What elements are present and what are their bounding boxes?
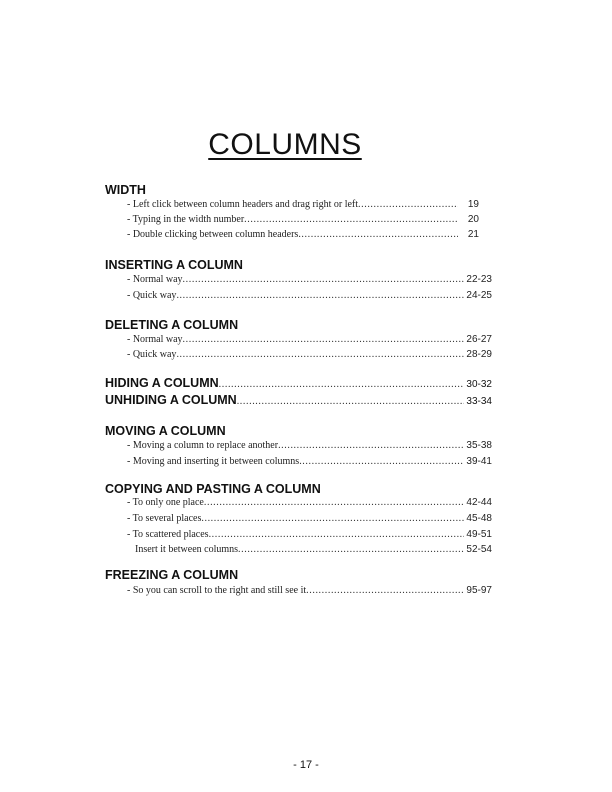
dot-leader (358, 199, 458, 210)
section-heading-copying: COPYING AND PASTING A COLUMN (105, 482, 321, 496)
toc-entry-inserting-quick[interactable] (127, 290, 492, 301)
dot-leader (306, 585, 464, 596)
toc-entry-label: - Normal way (127, 334, 183, 345)
dot-leader (183, 274, 465, 285)
toc-entry-page: 22-23 (466, 274, 492, 285)
toc-entry-page: 26-27 (466, 334, 492, 345)
toc-entry-label: - To several places (127, 513, 202, 524)
toc-entry-deleting-quick[interactable] (127, 349, 492, 360)
dot-leader (299, 456, 464, 467)
section-heading-inserting: INSERTING A COLUMN (105, 258, 243, 272)
dot-leader (183, 334, 465, 345)
toc-entry-label: - Typing in the width number (127, 214, 245, 225)
section-heading-freezing: FREEZING A COLUMN (105, 568, 239, 582)
toc-entry-inserting-normal[interactable] (127, 274, 492, 285)
dot-leader (204, 497, 465, 508)
dot-leader (176, 290, 464, 301)
toc-entry-hiding[interactable] (105, 376, 492, 390)
dot-leader (244, 214, 458, 225)
toc-entry-page: 30-32 (466, 379, 492, 390)
dot-leader (219, 379, 465, 390)
toc-entry-label: - Moving a column to replace another (127, 440, 279, 451)
dot-leader (237, 396, 465, 407)
toc-entry-label: - To scattered places (127, 529, 209, 540)
toc-entry-width-double-click[interactable] (127, 229, 479, 240)
dot-leader (176, 349, 464, 360)
toc-entry-page: 20 (467, 214, 479, 225)
section-heading-deleting: DELETING A COLUMN (105, 318, 239, 332)
toc-entry-label: HIDING A COLUMN (105, 376, 219, 390)
toc-entry-page: 21 (467, 229, 479, 240)
toc-entry-label: - Quick way (127, 349, 177, 360)
dot-leader (278, 440, 464, 451)
page-number: - 17 - (293, 759, 319, 771)
toc-entry-freezing-scroll[interactable] (127, 585, 492, 596)
toc-entry-page: 52-54 (466, 544, 492, 555)
toc-entry-page: 49-51 (466, 529, 492, 540)
toc-entry-moving-insert[interactable] (127, 456, 492, 467)
toc-entry-label: - Double clicking between column headers (127, 229, 299, 240)
toc-entry-copying-one[interactable] (127, 497, 492, 508)
toc-entry-page: 28-29 (466, 349, 492, 360)
page-title: COLUMNS (208, 128, 362, 161)
toc-entry-moving-replace[interactable] (127, 440, 492, 451)
section-heading-moving: MOVING A COLUMN (105, 424, 226, 438)
toc-entry-width-drag[interactable] (127, 199, 479, 210)
toc-entry-label: Insert it between columns (135, 544, 239, 555)
dot-leader (238, 544, 464, 555)
toc-entry-page: 19 (467, 199, 479, 210)
dot-leader (298, 229, 458, 240)
toc-entry-page: 95-97 (466, 585, 492, 596)
toc-entry-label: - Quick way (127, 290, 177, 301)
toc-entry-page: 35-38 (466, 440, 492, 451)
toc-entry-unhiding[interactable] (105, 393, 492, 407)
toc-entry-page: 45-48 (466, 513, 492, 524)
toc-entry-page: 24-25 (466, 290, 492, 301)
toc-entry-label: - To only one place (127, 497, 204, 508)
toc-entry-deleting-normal[interactable] (127, 334, 492, 345)
dot-leader (209, 529, 465, 540)
toc-entry-label: - Moving and inserting it between columns (127, 456, 300, 467)
section-heading-width: WIDTH (105, 183, 146, 197)
toc-entry-copying-scattered[interactable] (127, 529, 492, 540)
toc-entry-copying-insert[interactable] (135, 544, 492, 555)
toc-entry-width-typing[interactable] (127, 214, 479, 225)
toc-entry-label: - Normal way (127, 274, 183, 285)
toc-entry-label: - So you can scroll to the right and still see it (127, 585, 307, 596)
toc-entry-label: UNHIDING A COLUMN (105, 393, 237, 407)
toc-entry-page: 39-41 (466, 456, 492, 467)
toc-entry-page: 33-34 (466, 396, 492, 407)
toc-entry-label: - Left click between column headers and drag right or left (127, 199, 359, 210)
dot-leader (201, 513, 464, 524)
toc-entry-copying-several[interactable] (127, 513, 492, 524)
toc-entry-page: 42-44 (466, 497, 492, 508)
